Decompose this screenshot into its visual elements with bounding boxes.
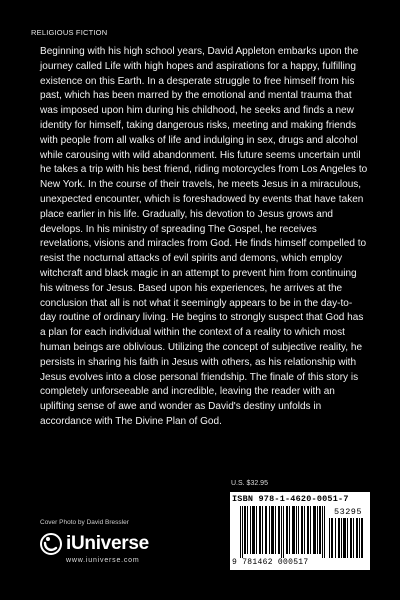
iuniverse-logo-icon	[40, 533, 62, 555]
price-label: U.S. $32.95	[231, 480, 268, 487]
isbn-barcode	[230, 492, 370, 570]
publisher-url: www.iuniverse.com	[66, 557, 140, 564]
publisher-name: iUniverse	[66, 533, 149, 554]
isbn-text: ISBN 978-1-4620-0051-7	[232, 494, 349, 504]
addon-bars	[329, 518, 363, 558]
publisher-logo	[40, 533, 149, 555]
addon-digits: 53295	[334, 507, 363, 517]
back-cover-blurb: Beginning with his high school years, David Appleton embarks upon the journey called Life with high hopes and aspirations for a happy, fulfilling existence on this Earth. In a desperate struggle to free himself from his past, which has been marred by the emotional and mental trauma that was imposed upon him during his childhood, he seeks and finds a new identity for himself, taking dangerous risks, meeting and making friends with people from all walks of life and indulging in sex, drugs and alcohol while carousing with wild abandonment. His future seems uncertain until he takes a trip with his best friend, riding motorcycles from Los Angeles to New York. In the course of their travels, he meets Jesus in a miraculous, unexpected encounter, which is foreshadowed by events that have taken place earlier in his life. Gradually, his devotion to Jesus grows and develops. In his ministry of spreading The Gospel, he receives revelations, visions and miracles from God. He finds himself compelled to resist the nocturnal attacks of evil spirits and demons, which employ witchcraft and black magic in an attempt to prevent him from continuing his witness for Jesus. Based upon his experiences, he arrives at the conclusion that all is not what it seemingly appears to be in the day-to-day routine of ordinary living. He begins to strongly suspect that God has a plan for each individual within the context of a reality to which most human beings are oblivious. Utilizing the concept of subjective reality, he persists in sharing his faith in Jesus with others, as his relationship with Jesus evolves into a close personal friendship. The finale of this story is completely unforseeable and incredible, leaving the reader with an uplifting sense of awe and wonder as David's destiny unfolds in accordance with The Divine Plan of God.	[40, 46, 368, 427]
ean-digits: 9 781462 000517	[232, 558, 309, 567]
ean-bars	[240, 506, 326, 558]
genre-label: RELIGIOUS FICTION	[31, 28, 108, 37]
cover-photo-credit: Cover Photo by David Bressler	[40, 519, 129, 526]
